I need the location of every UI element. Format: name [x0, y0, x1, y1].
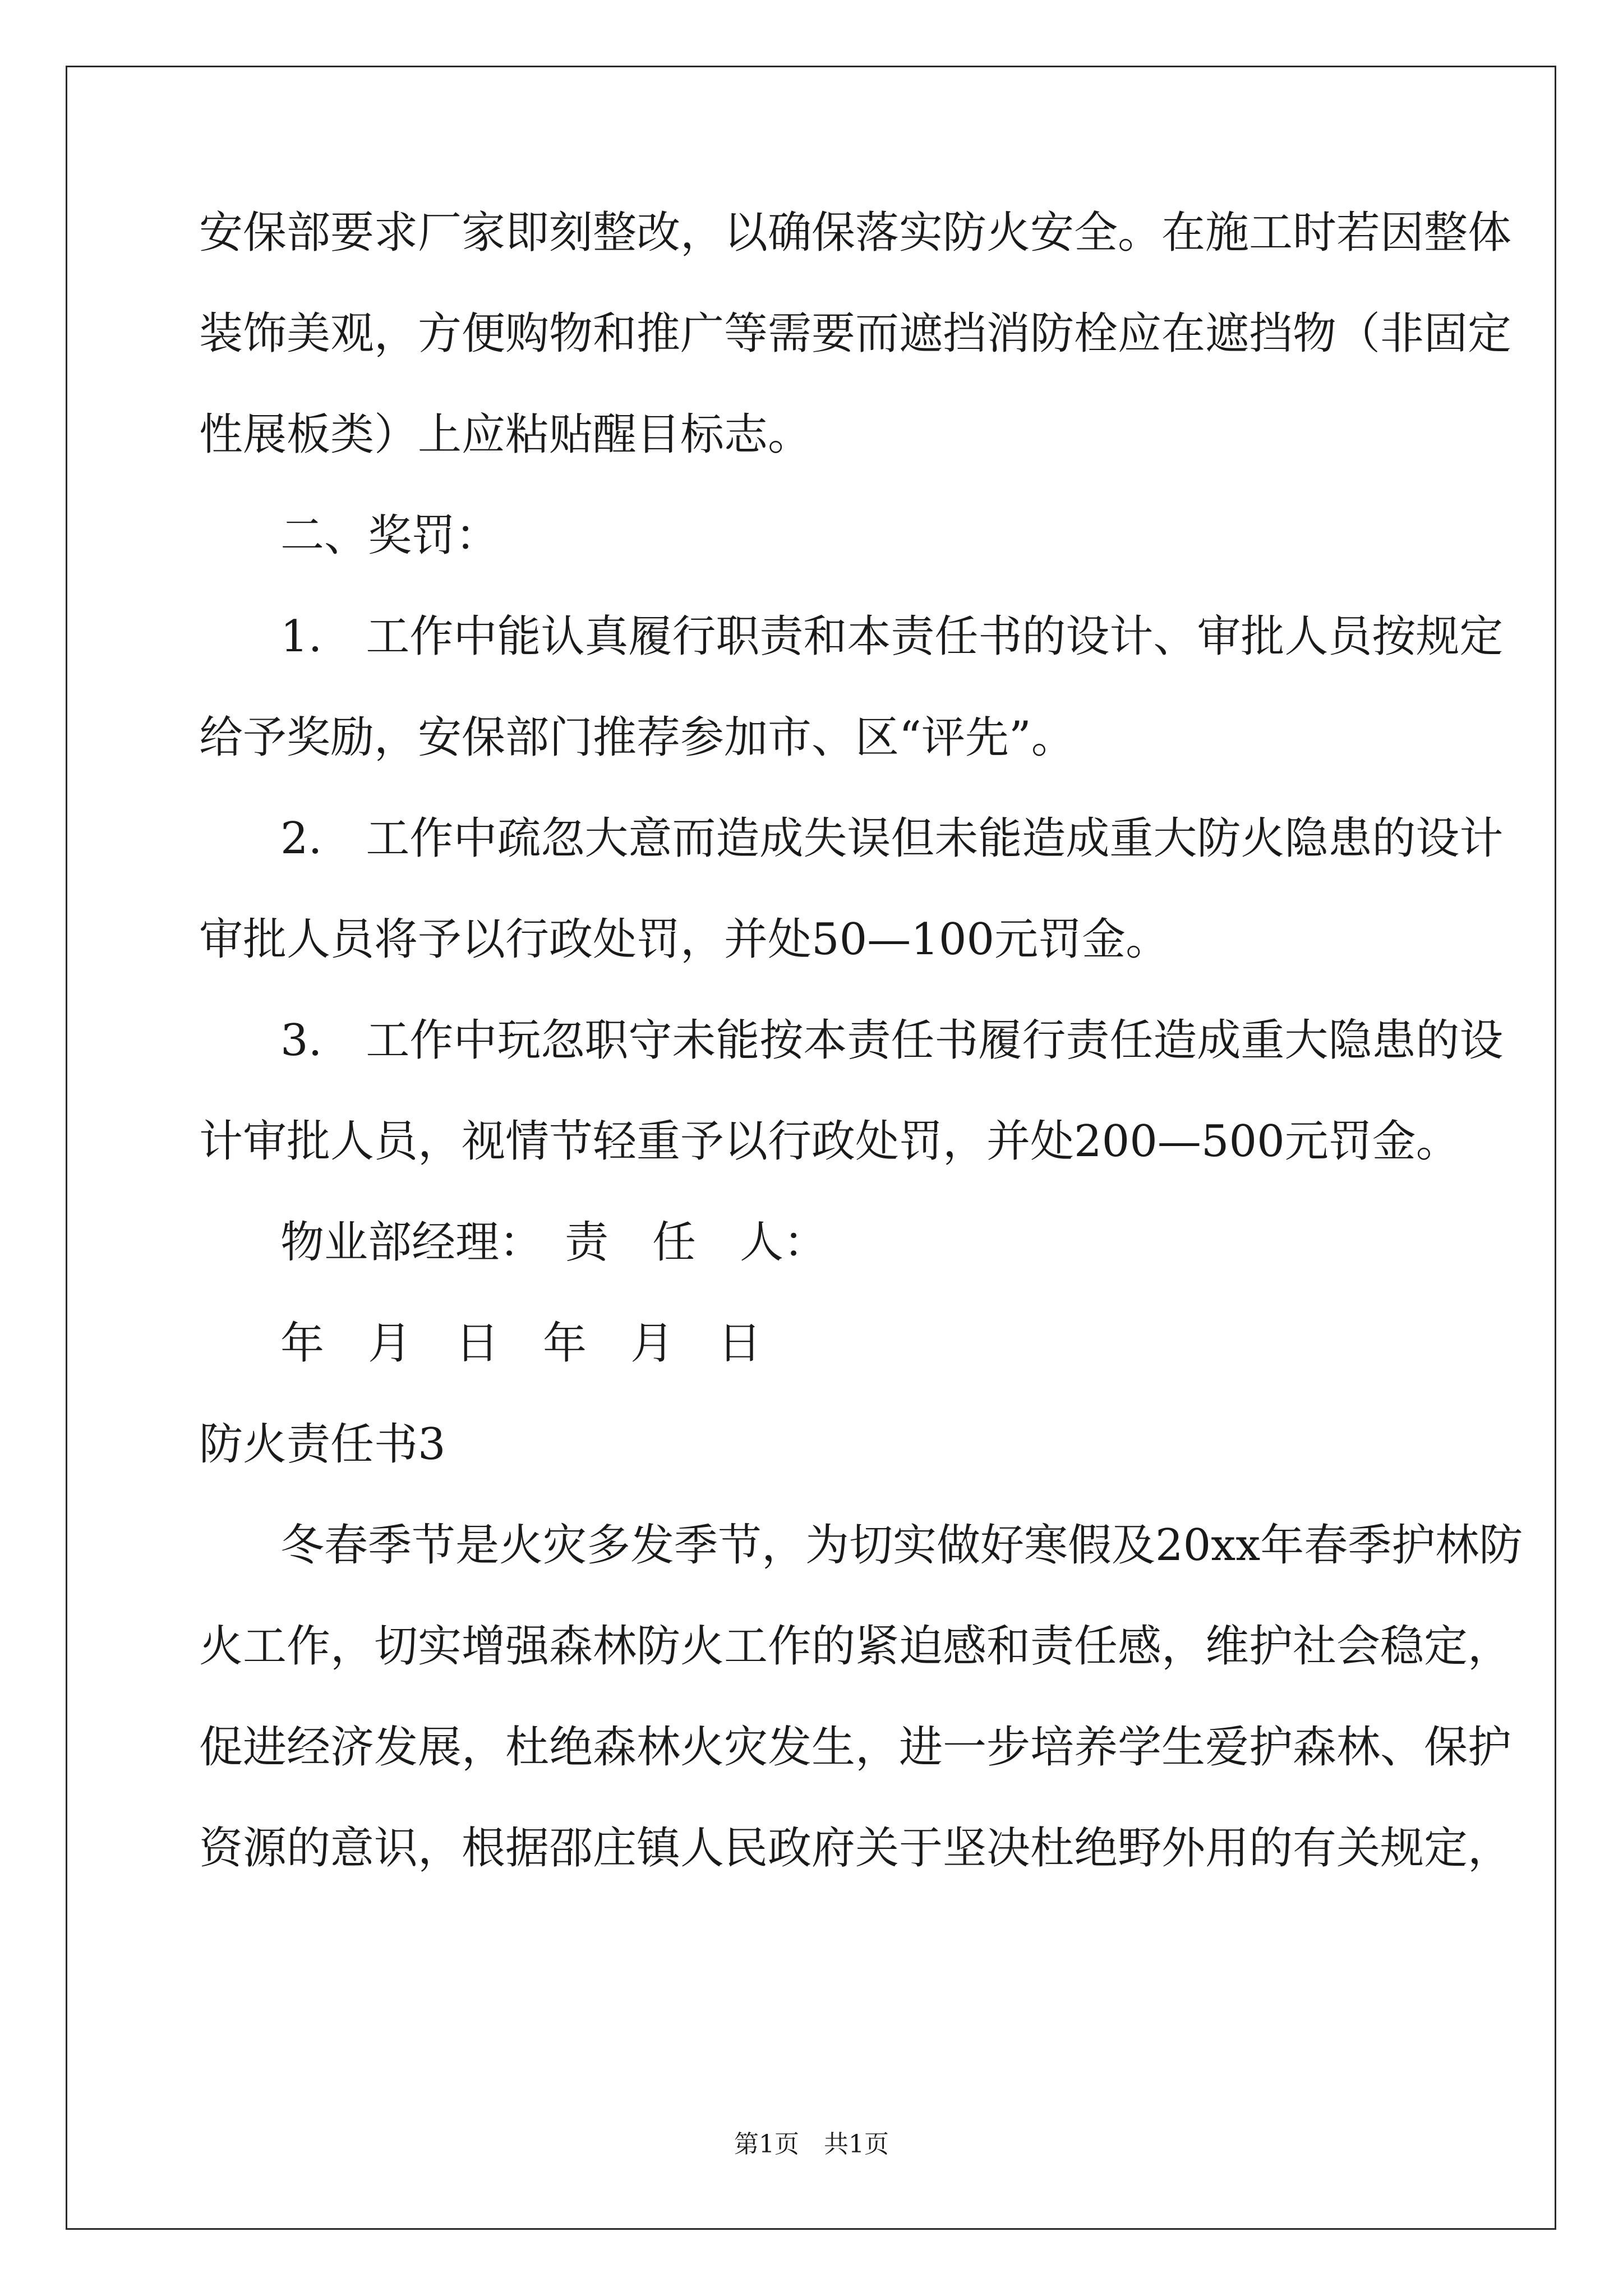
- paragraph-line: 促进经济发展，杜绝森林火灾发生，进一步培养学生爱护森林、保护: [199, 1722, 1512, 1773]
- section-heading: 二、奖罚：: [280, 510, 500, 561]
- paragraph-line: 2. 工作中疏忽大意而造成失误但未能造成重大防火隐患的设计: [280, 813, 1504, 864]
- paragraph-line: 给予奖励，安保部门推荐参加市、区“评先”。: [199, 712, 1075, 763]
- paragraph-line: 安保部要求厂家即刻整改，以确保落实防火安全。在施工时若因整体: [199, 208, 1512, 258]
- section-title: 防火责任书3: [199, 1419, 446, 1470]
- paragraph-line: 1. 工作中能认真履行职责和本责任书的设计、审批人员按规定: [280, 611, 1504, 662]
- paragraph-line: 计审批人员，视情节轻重予以行政处罚，并处200—500元罚金。: [199, 1116, 1460, 1167]
- paragraph-line: 性展板类）上应粘贴醒目标志。: [199, 409, 812, 460]
- paragraph-line: 冬春季节是火灾多发季节，为切实做好寒假及20xx年春季护林防: [280, 1520, 1523, 1571]
- date-line: 年 月 日 年 月 日: [280, 1318, 762, 1369]
- page-number: 第1页 共1页: [734, 2130, 889, 2159]
- signature-line: 物业部经理： 责 任 人：: [280, 1217, 828, 1268]
- paragraph-line: 3. 工作中玩忽职守未能按本责任书履行责任造成重大隐患的设: [280, 1015, 1504, 1066]
- paragraph-line: 装饰美观，方便购物和推广等需要而遮挡消防栓应在遮挡物（非固定: [199, 309, 1512, 359]
- paragraph-line: 资源的意识，根据邵庄镇人民政府关于坚决杜绝野外用的有关规定，: [199, 1823, 1512, 1874]
- paragraph-line: 审批人员将予以行政处罚，并处50—100元罚金。: [199, 914, 1170, 965]
- paragraph-line: 火工作，切实增强森林防火工作的紧迫感和责任感，维护社会稳定，: [199, 1621, 1512, 1672]
